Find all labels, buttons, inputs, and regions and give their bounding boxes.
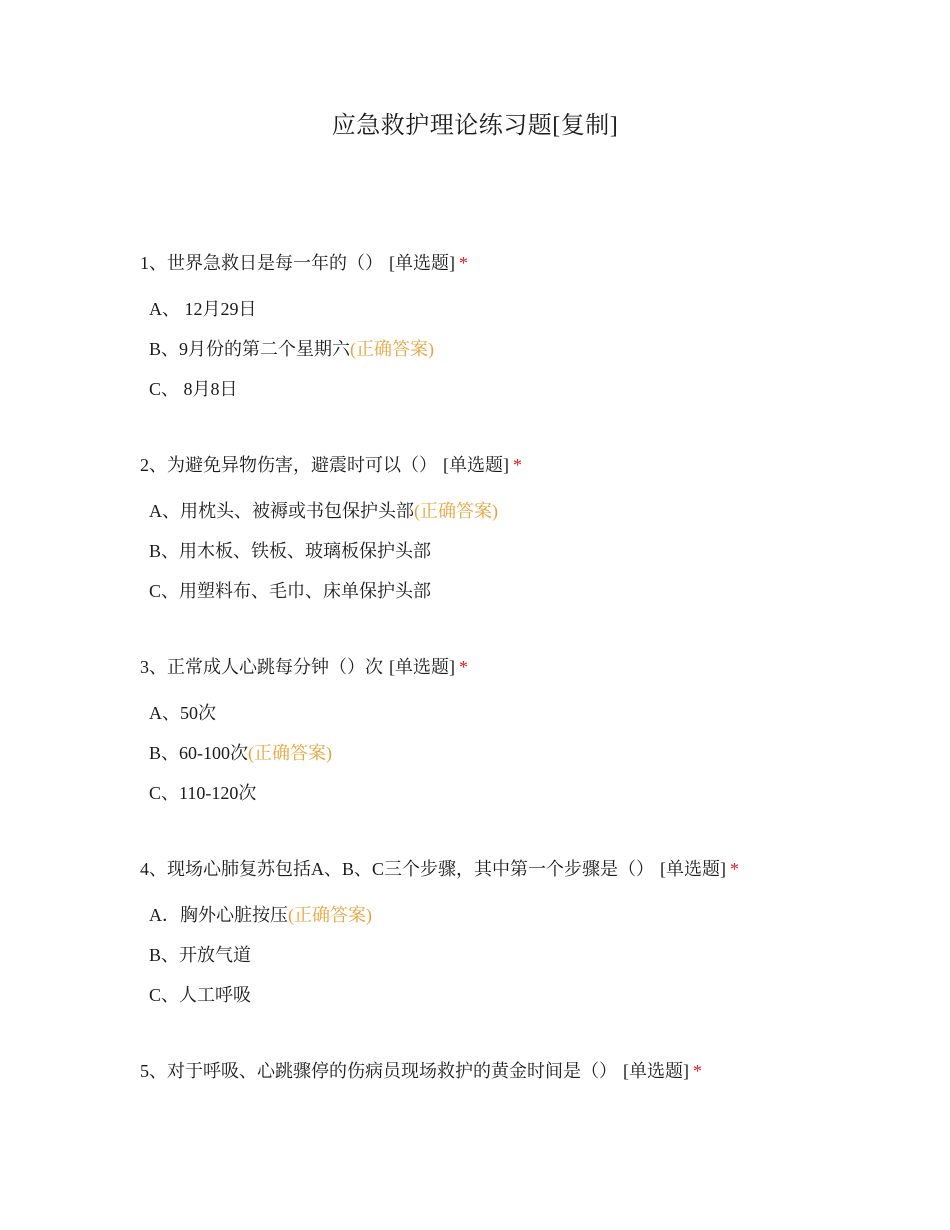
question-type-label: [单选题] <box>443 455 509 475</box>
option-c <box>149 376 920 402</box>
question-type-label: [单选题] <box>389 253 455 273</box>
option-text: C、用塑料布、毛巾、床单保护头部 <box>149 581 432 601</box>
question-type-label: [单选题] <box>389 657 455 677</box>
option-c <box>149 578 920 604</box>
required-mark: * <box>693 1061 702 1081</box>
question-1 <box>140 250 920 402</box>
question-stem <box>140 250 920 276</box>
question-text: 3、正常成人心跳每分钟（）次 <box>140 657 383 677</box>
option-c <box>149 780 920 806</box>
question-text: 4、现场心肺复苏包括A、B、C三个步骤，其中第一个步骤是（） <box>140 859 655 879</box>
option-text: B、用木板、铁板、玻璃板保护头部 <box>149 541 432 561</box>
option-text: B、开放气道 <box>149 945 252 965</box>
option-b <box>149 336 920 362</box>
question-text: 5、对于呼吸、心跳骤停的伤病员现场救护的黄金时间是（） <box>140 1061 617 1081</box>
question-stem <box>140 654 920 680</box>
option-text: C、人工呼吸 <box>149 985 252 1005</box>
question-text: 1、世界急救日是每一年的（） <box>140 253 383 273</box>
correct-answer-tag: (正确答案) <box>414 501 498 521</box>
option-c <box>149 982 920 1008</box>
required-mark: * <box>730 859 740 879</box>
option-a <box>149 700 920 726</box>
option-text: A、50次 <box>149 703 216 723</box>
page-title: 应急救护理论练习题[复制] <box>331 113 619 139</box>
option-b <box>149 942 920 968</box>
required-mark: * <box>513 455 522 475</box>
option-text: A．胸外心脏按压 <box>149 905 288 925</box>
option-text: B、9月份的第二个星期六 <box>149 339 351 359</box>
option-a <box>149 902 920 928</box>
question-stem <box>140 856 920 882</box>
required-mark: * <box>459 657 468 677</box>
option-a <box>149 498 920 524</box>
question-3 <box>140 654 920 806</box>
option-text: B、60-100次 <box>149 743 248 763</box>
option-text: A、 12月29日 <box>149 299 257 319</box>
option-a <box>149 296 920 322</box>
question-5 <box>140 1058 920 1084</box>
required-mark: * <box>459 253 468 273</box>
question-4 <box>140 856 920 1008</box>
question-type-label: [单选题] <box>623 1061 689 1081</box>
question-type-label: [单选题] <box>660 859 727 879</box>
option-text: A、用枕头、被褥或书包保护头部 <box>149 501 414 521</box>
correct-answer-tag: (正确答案) <box>248 743 332 763</box>
question-2 <box>140 452 920 604</box>
correct-answer-tag: (正确答案) <box>350 339 435 359</box>
question-stem <box>140 452 920 478</box>
question-text: 2、为避免异物伤害，避震时可以（） <box>140 455 437 475</box>
correct-answer-tag: (正确答案) <box>288 905 372 925</box>
option-b <box>149 538 920 564</box>
option-text: C、 8月8日 <box>149 379 238 399</box>
option-text: C、110-120次 <box>149 783 257 803</box>
option-b <box>149 740 920 766</box>
question-stem <box>140 1058 920 1084</box>
